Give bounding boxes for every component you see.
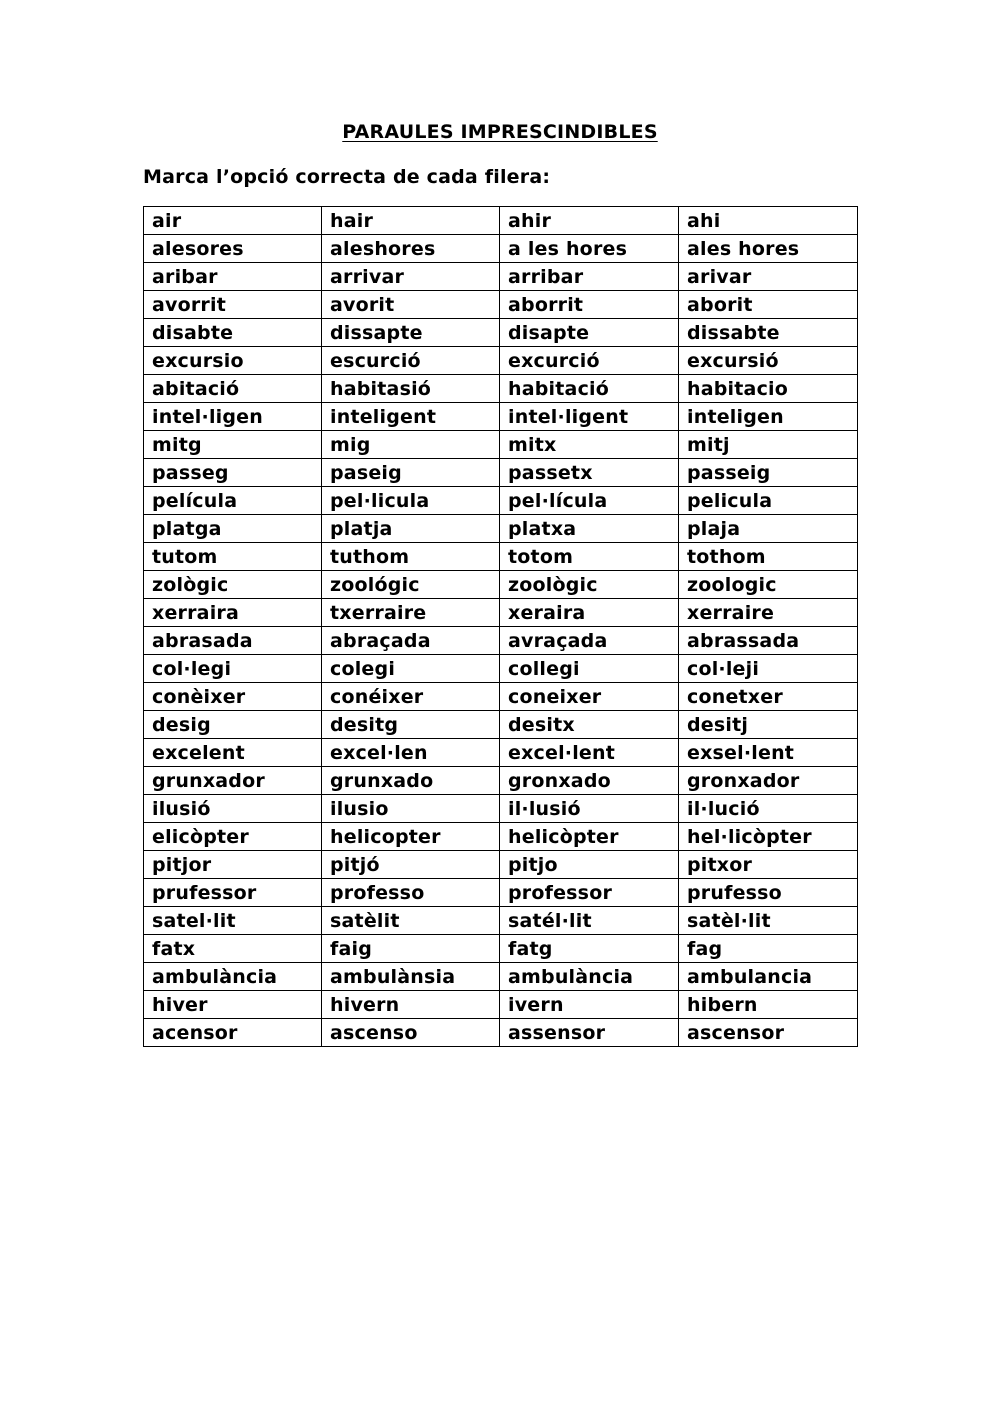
word-option-cell[interactable]: dissapte [322,319,500,347]
word-option-cell[interactable]: intel·ligen [144,403,322,431]
word-option-cell[interactable]: pelicula [679,487,858,515]
word-option-cell[interactable]: pitjó [322,851,500,879]
word-option-cell[interactable]: xerraire [679,599,858,627]
word-option-cell[interactable]: abrasada [144,627,322,655]
word-option-cell[interactable]: platga [144,515,322,543]
word-option-cell[interactable]: aborit [679,291,858,319]
table-row [144,991,858,1019]
word-option-cell[interactable]: ilusio [322,795,500,823]
word-option-cell[interactable]: excurció [500,347,679,375]
word-option-cell[interactable]: ascenso [322,1019,500,1047]
word-option-cell[interactable]: zoológic [322,571,500,599]
table-row [144,235,858,263]
word-option-cell[interactable]: habitació [500,375,679,403]
word-option-cell[interactable]: a les hores [500,235,679,263]
page-title: PARAULES IMPRESCINDIBLES [342,121,658,143]
word-option-cell[interactable]: conèixer [144,683,322,711]
word-option-cell[interactable]: tuthom [322,543,500,571]
word-option-cell[interactable]: zoologic [679,571,858,599]
word-option-cell[interactable]: abitació [144,375,322,403]
word-option-cell[interactable]: xerraira [144,599,322,627]
table-row [144,571,858,599]
word-option-cell[interactable]: ambulància [500,963,679,991]
word-option-cell[interactable]: helicopter [322,823,500,851]
table-row [144,683,858,711]
word-option-cell[interactable]: excelent [144,739,322,767]
word-option-cell[interactable]: plaja [679,515,858,543]
word-option-cell[interactable]: tothom [679,543,858,571]
word-option-cell[interactable]: mitg [144,431,322,459]
word-option-cell[interactable]: col·legi [144,655,322,683]
word-option-cell[interactable]: pitxor [679,851,858,879]
word-option-cell[interactable]: hivern [322,991,500,1019]
word-option-cell[interactable]: pitjor [144,851,322,879]
table-row [144,879,858,907]
word-option-cell[interactable]: fatg [500,935,679,963]
word-option-cell[interactable]: habitasió [322,375,500,403]
word-option-cell[interactable]: aborrit [500,291,679,319]
table-row [144,907,858,935]
table-row [144,487,858,515]
word-option-cell[interactable]: mitx [500,431,679,459]
word-option-cell[interactable]: avorrit [144,291,322,319]
word-option-cell[interactable]: intel·ligent [500,403,679,431]
word-option-cell[interactable]: gronxado [500,767,679,795]
word-option-cell[interactable]: helicòpter [500,823,679,851]
word-option-cell[interactable]: ascensor [679,1019,858,1047]
table-row [144,851,858,879]
word-option-cell[interactable]: prufesso [679,879,858,907]
word-option-cell[interactable]: arivar [679,263,858,291]
word-option-cell[interactable]: dissabte [679,319,858,347]
word-option-cell[interactable]: desitx [500,711,679,739]
word-option-cell[interactable]: grunxado [322,767,500,795]
word-option-cell[interactable]: avraçada [500,627,679,655]
word-option-cell[interactable]: acensor [144,1019,322,1047]
word-options-table [143,206,858,1047]
word-option-cell[interactable]: ahir [500,207,679,235]
word-option-cell[interactable]: desitg [322,711,500,739]
word-option-cell[interactable]: ambulancia [679,963,858,991]
word-option-cell[interactable]: ambulància [144,963,322,991]
table-row [144,767,858,795]
word-option-cell[interactable]: habitacio [679,375,858,403]
word-option-cell[interactable]: satél·lit [500,907,679,935]
word-option-cell[interactable]: exsel·lent [679,739,858,767]
table-row [144,459,858,487]
table-row [144,431,858,459]
word-option-cell[interactable]: conéixer [322,683,500,711]
table-row [144,627,858,655]
word-option-cell[interactable]: hair [322,207,500,235]
word-option-cell[interactable]: excursio [144,347,322,375]
word-option-cell[interactable]: txerraire [322,599,500,627]
word-option-cell[interactable]: ivern [500,991,679,1019]
word-option-cell[interactable]: elicòpter [144,823,322,851]
word-option-cell[interactable]: paseig [322,459,500,487]
word-option-cell[interactable]: inteligen [679,403,858,431]
word-option-cell[interactable]: pel·lícula [500,487,679,515]
table-row [144,515,858,543]
table-row [144,375,858,403]
table-row [144,711,858,739]
table-row [144,347,858,375]
word-option-cell[interactable]: aleshores [322,235,500,263]
word-option-cell[interactable]: prufessor [144,879,322,907]
word-option-cell[interactable]: satèlit [322,907,500,935]
word-option-cell[interactable]: disapte [500,319,679,347]
table-row [144,739,858,767]
table-row [144,207,858,235]
word-option-cell[interactable]: aribar [144,263,322,291]
table-row [144,263,858,291]
word-option-cell[interactable]: assensor [500,1019,679,1047]
word-option-cell[interactable]: passeig [679,459,858,487]
table-row [144,935,858,963]
word-option-cell[interactable]: coneixer [500,683,679,711]
word-option-cell[interactable]: grunxador [144,767,322,795]
word-option-cell[interactable]: professor [500,879,679,907]
word-option-cell[interactable]: collegi [500,655,679,683]
word-option-cell[interactable]: pel·licula [322,487,500,515]
word-option-cell[interactable]: hel·licòpter [679,823,858,851]
word-option-cell[interactable]: ahi [679,207,858,235]
table-row [144,319,858,347]
word-option-cell[interactable]: ales hores [679,235,858,263]
word-option-cell[interactable]: fag [679,935,858,963]
word-option-cell[interactable]: gronxador [679,767,858,795]
word-option-cell[interactable]: excursió [679,347,858,375]
word-option-cell[interactable]: conetxer [679,683,858,711]
table-row [144,823,858,851]
word-option-cell[interactable]: hibern [679,991,858,1019]
word-option-cell[interactable]: faig [322,935,500,963]
word-option-cell[interactable]: professo [322,879,500,907]
table-row [144,963,858,991]
word-option-cell[interactable]: desitj [679,711,858,739]
word-option-cell[interactable]: platja [322,515,500,543]
word-option-cell[interactable]: tutom [144,543,322,571]
word-option-cell[interactable]: avorit [322,291,500,319]
word-option-cell[interactable]: passeg [144,459,322,487]
instruction-text: Marca l’opció correcta de cada filera: [143,166,551,188]
word-option-cell[interactable]: arribar [500,263,679,291]
word-option-cell[interactable]: pitjo [500,851,679,879]
word-option-cell[interactable]: xeraira [500,599,679,627]
word-option-cell[interactable]: excel·len [322,739,500,767]
word-option-cell[interactable]: totom [500,543,679,571]
word-option-cell[interactable]: alesores [144,235,322,263]
word-option-cell[interactable]: abrassada [679,627,858,655]
word-option-cell[interactable]: passetx [500,459,679,487]
word-option-cell[interactable]: platxa [500,515,679,543]
word-option-cell[interactable]: mitj [679,431,858,459]
word-option-cell[interactable]: disabte [144,319,322,347]
word-option-cell[interactable]: desig [144,711,322,739]
word-option-cell[interactable]: col·leji [679,655,858,683]
table-row [144,291,858,319]
table-row [144,655,858,683]
table-row [144,403,858,431]
word-option-cell[interactable]: zoològic [500,571,679,599]
word-option-cell[interactable]: il·lusió [500,795,679,823]
word-option-cell[interactable]: il·lució [679,795,858,823]
word-option-cell[interactable]: excel·lent [500,739,679,767]
word-option-cell[interactable]: satèl·lit [679,907,858,935]
word-option-cell[interactable]: air [144,207,322,235]
word-option-cell[interactable]: fatx [144,935,322,963]
word-option-cell[interactable]: mig [322,431,500,459]
word-option-cell[interactable]: película [144,487,322,515]
table-row [144,543,858,571]
table-row [144,1019,858,1047]
word-option-cell[interactable]: ilusió [144,795,322,823]
word-option-cell[interactable]: escurció [322,347,500,375]
word-option-cell[interactable]: satel·lit [144,907,322,935]
word-option-cell[interactable]: arrivar [322,263,500,291]
word-option-cell[interactable]: colegi [322,655,500,683]
word-option-cell[interactable]: ambulànsia [322,963,500,991]
word-option-cell[interactable]: hiver [144,991,322,1019]
word-option-cell[interactable]: abraçada [322,627,500,655]
word-option-cell[interactable]: zològic [144,571,322,599]
word-option-cell[interactable]: inteligent [322,403,500,431]
table-row [144,795,858,823]
table-row [144,599,858,627]
